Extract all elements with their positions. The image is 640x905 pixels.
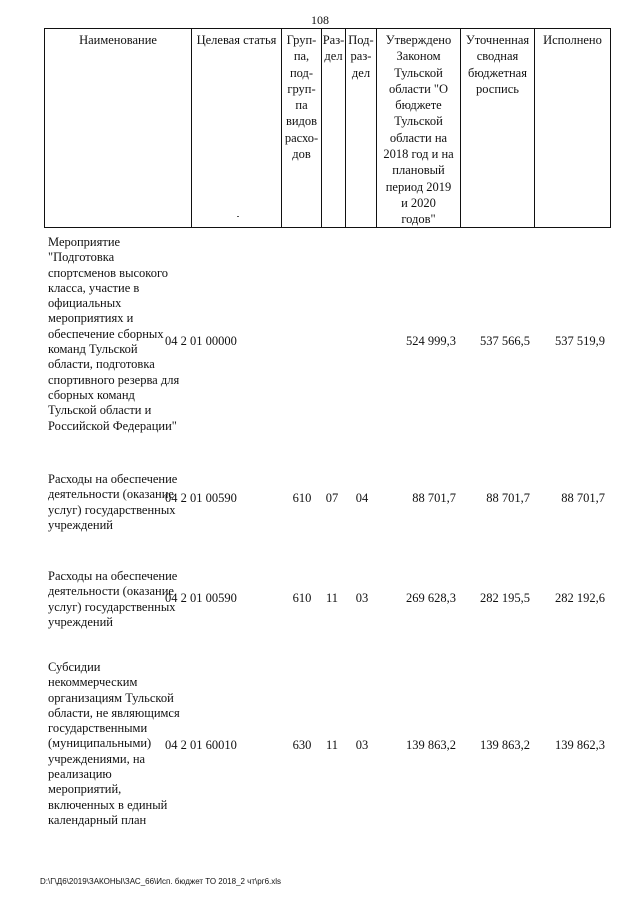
row-approved: 88 701,7 bbox=[412, 491, 456, 505]
file-path-footer: D:\Г\Д6\2019\ЗАКОНЫ\ЗАС_66\Исп. бюджет ТО 2018_2 чт\рг6.xls bbox=[40, 877, 282, 886]
header-executed: Исполнено bbox=[534, 29, 610, 227]
row-executed: 139 862,3 bbox=[555, 738, 605, 752]
row-executed: 537 519,9 bbox=[555, 334, 605, 348]
row-group: 610 bbox=[292, 491, 312, 505]
row-subsection: 03 bbox=[355, 591, 369, 605]
row-group: 630 bbox=[292, 738, 312, 752]
row-section: 11 bbox=[325, 738, 339, 752]
row-subsection: 03 bbox=[355, 738, 369, 752]
header-target-article: Целевая статья bbox=[191, 29, 281, 227]
row-section: 07 bbox=[325, 491, 339, 505]
row-refined: 139 863,2 bbox=[480, 738, 530, 752]
header-subsection: Под- раз- дел bbox=[345, 29, 376, 227]
row-name: Расходы на обеспечение деятельности (оказание услуг) государственных учреждений bbox=[48, 472, 178, 532]
row-name: Мероприятие "Подготовка спортсменов высокого класса, участие в официальных мероприятиях и обеспечение сборных команд Тульской области, подготовка спортивного резерва для сборных команд Тульской области и Российской Федерации" bbox=[48, 235, 180, 433]
scan-speck bbox=[237, 216, 239, 217]
row-approved: 139 863,2 bbox=[406, 738, 456, 752]
header-refined: Уточненная сводная бюджетная роспись bbox=[460, 29, 534, 227]
row-group: 610 bbox=[292, 591, 312, 605]
row-name: Субсидии некоммерческим организациям Тульской области, не являющимся государственными (муниципальными) учреждениями, на реализацию мероприятий, включенных в единый календарный план bbox=[48, 660, 180, 827]
header-expense-group: Груп- па, под- груп- па видов расхо- дов bbox=[281, 29, 321, 227]
page-number: 108 bbox=[311, 13, 329, 27]
row-code: 04 2 01 00590 bbox=[165, 591, 237, 605]
row-approved: 269 628,3 bbox=[406, 591, 456, 605]
table-header bbox=[44, 28, 611, 228]
row-executed: 282 192,6 bbox=[555, 591, 605, 605]
row-section: 11 bbox=[325, 591, 339, 605]
row-approved: 524 999,3 bbox=[406, 334, 456, 348]
row-subsection: 04 bbox=[355, 491, 369, 505]
row-executed: 88 701,7 bbox=[561, 491, 605, 505]
row-refined: 88 701,7 bbox=[486, 491, 530, 505]
row-refined: 282 195,5 bbox=[480, 591, 530, 605]
row-code: 04 2 01 00590 bbox=[165, 491, 237, 505]
header-section: Раз- дел bbox=[321, 29, 345, 227]
row-code: 04 2 01 60010 bbox=[165, 738, 237, 752]
row-code: 04 2 01 00000 bbox=[165, 334, 237, 348]
header-approved: Утверждено Законом Тульской области "О бюджете Тульской области на 2018 год и на плановый период 2019 и 2020 годов" bbox=[376, 29, 460, 227]
header-name: Наименование bbox=[79, 33, 157, 47]
row-name: Расходы на обеспечение деятельности (оказание услуг) государственных учреждений bbox=[48, 569, 178, 629]
row-refined: 537 566,5 bbox=[480, 334, 530, 348]
